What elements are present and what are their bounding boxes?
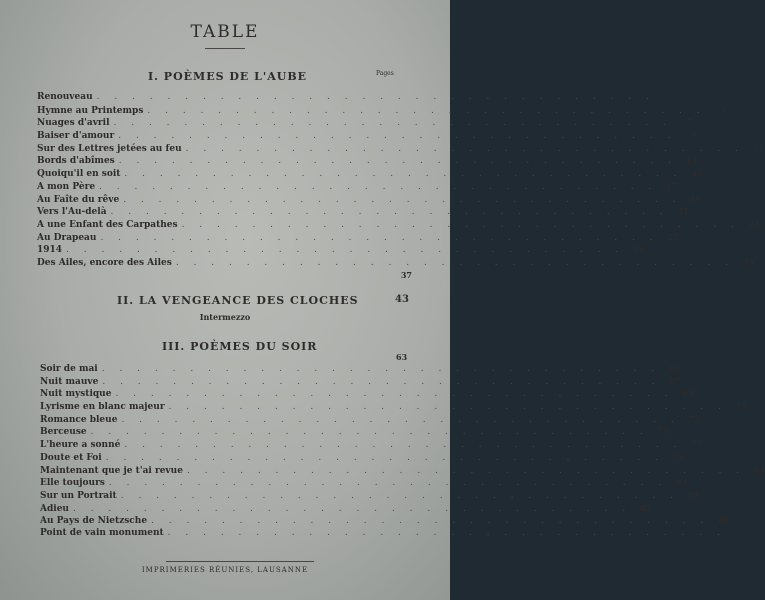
toc-entry-page: 29 <box>633 244 645 255</box>
toc-entry-title: Berceuse <box>40 427 87 438</box>
toc-entry-title: Nuit mauve <box>40 376 99 387</box>
toc-entry-title: Point de vain monument <box>40 527 164 538</box>
dot-leader: . . . . . . . . . . . . . . . . . . . . . . . . . . . . . . . . <box>123 194 682 205</box>
toc-entry <box>40 439 703 452</box>
toc-entry <box>40 401 747 414</box>
section-1-list <box>37 92 764 282</box>
toc-entry-title: Au Faîte du rêve <box>37 194 120 205</box>
toc-entry-page: 13 <box>685 155 697 166</box>
dot-leader: . . . . . . . . . . . . . . . . . . . . . . . . . . . . . . . . <box>102 376 661 387</box>
toc-entry-title: Sur un Portrait <box>40 490 117 501</box>
toc-entry-page: 11 <box>752 142 764 153</box>
toc-entry <box>40 502 652 516</box>
dot-leader: . . . . . . . . . . . . . . . . . . . . . . . . . . . . . . . . <box>175 257 735 268</box>
toc-entry-title: Nuit mystique <box>40 389 112 400</box>
dot-leader: . . . . . . . . . . . . . . . . . . . . . . . . . . . . . . . . <box>168 402 727 413</box>
dot-leader: . . . . . . . . . . . . . . . . . . . . . . . . . . . . . . . . <box>108 478 668 489</box>
dot-leader: . . . . . . . . . . . . . . . . . . . . . . . . . . . . . . . . <box>100 232 659 243</box>
toc-entry-title: Hymne au Printemps <box>37 105 144 116</box>
toc-entry <box>40 375 681 389</box>
toc-entry-page: 71 <box>735 401 747 412</box>
printer-imprint: IMPRIMERIES RÉUNIES, LAUSANNE <box>141 566 309 574</box>
toc-entry-page: 73 <box>688 413 700 424</box>
toc-entry <box>40 426 669 439</box>
dot-leader: . . . . . . . . . . . . . . . . . . . . . . . . . . . . . . . . <box>96 92 655 102</box>
page-title: TABLE <box>190 22 260 42</box>
toc-entry-page: 77 <box>691 439 703 450</box>
toc-entry-page: 35 <box>742 256 755 267</box>
toc-entry-page: 85 <box>687 489 699 500</box>
toc-entry-page: 75 <box>657 426 669 437</box>
toc-entry <box>37 104 726 118</box>
toc-entry <box>37 218 760 232</box>
section-3-list <box>40 363 765 541</box>
toc-entry-title: Sur des Lettres jetées au feu <box>37 143 182 154</box>
dot-leader: . . . . . . . . . . . . . . . . . . . . . . . . . . . . . . . . <box>105 452 664 463</box>
toc-entry <box>37 206 689 219</box>
toc-entry-page: 19 <box>690 193 702 204</box>
dot-leader: . . . . . . . . . . . . . . . . . . . . . . . . . . . . . . . . <box>120 490 679 501</box>
toc-entry-title: Elle toujours <box>40 478 105 489</box>
toc-entry <box>40 388 694 401</box>
toc-entry <box>40 527 726 541</box>
toc-entry-page: 69 <box>682 388 694 399</box>
dot-leader: . . . . . . . . . . . . . . . . . . . . . . . . . . . . . . . . <box>167 527 726 538</box>
toc-entry <box>40 515 730 528</box>
toc-entry-page: 87 <box>640 502 652 513</box>
toc-entry-title: Romance bleue <box>40 414 118 425</box>
section-3-heading: III. POÈMES DU SOIR <box>162 340 318 353</box>
toc-entry-page: 21 <box>677 206 689 217</box>
toc-entry-title: Vers l'Au-delà <box>37 207 107 218</box>
toc-entry <box>37 180 678 194</box>
footer-rule <box>166 561 314 562</box>
dot-leader: . . . . . . . . . . . . . . . . . . . . . . . . . . . . . . . . <box>124 440 683 451</box>
toc-entry <box>40 489 699 503</box>
dot-leader: . . . . . . . . . . . . . . . . . . . . . . . . . . . . . . . . <box>151 516 710 527</box>
toc-entry-title: Doute et Foi <box>40 452 102 463</box>
toc-entry-title: Adieu <box>40 503 69 514</box>
toc-entry <box>37 130 697 143</box>
dot-leader: . . . . . . . . . . . . . . . . . . . . . . . . . . . . . . . . <box>90 427 649 438</box>
dot-leader: . . . . . . . . . . . . . . . . . . . . . . . . . . . . . . . . <box>66 245 625 256</box>
toc-entry-page: 81 <box>754 464 765 475</box>
toc-entry <box>40 363 680 376</box>
dot-leader: . . . . . . . . . . . . . . . . . . . . . . . . . . . . . . . . <box>181 219 740 230</box>
toc-entry <box>37 231 679 245</box>
toc-entry-title: Des Ailes, encore des Ailes <box>37 257 172 268</box>
toc-entry-page: 15 <box>691 168 703 179</box>
toc-entry <box>37 168 703 181</box>
dot-leader: . . . . . . . . . . . . . . . . . . . . . . . . . . . . . . . . <box>115 389 674 400</box>
toc-entry-page: 25 <box>748 218 760 229</box>
toc-entry-page: 17 <box>666 180 678 191</box>
toc-trailing-page <box>37 270 412 283</box>
toc-entry-page: 9 <box>690 130 697 141</box>
section-2-subtitle: Intermezzo <box>199 312 251 322</box>
toc-entry <box>40 451 684 465</box>
toc-entry <box>37 142 764 156</box>
dot-leader: . . . . . . . . . . . . . . . . . . . . . . . . . . . . . . . . <box>186 465 746 476</box>
toc-entry <box>37 92 655 105</box>
dot-leader: . . . . . . . . . . . . . . . . . . . . . . . . . . . . . . . . <box>72 503 632 514</box>
toc-entry-title: 1914 <box>37 245 63 256</box>
section-1-heading: I. POÈMES DE L'AUBE <box>148 70 308 83</box>
toc-entry <box>37 244 645 257</box>
dot-leader: . . . . . . . . . . . . . . . . . . . . . . . . . . . . . . . . <box>147 105 706 116</box>
toc-entry <box>37 155 697 168</box>
section-2-heading: II. LA VENGEANCE DES CLOCHES <box>117 294 359 307</box>
dot-leader: . . . . . . . . . . . . . . . . . . . . . . . . . . . . . . . . <box>113 118 672 129</box>
toc-entry-title: Soir de mai <box>40 364 98 374</box>
toc-entry <box>37 256 755 270</box>
toc-entry-page: 83 <box>675 477 688 488</box>
toc-entry <box>37 117 692 130</box>
toc-entry-title: A mon Père <box>37 181 96 192</box>
section-2-page: 43 <box>395 294 409 305</box>
toc-entry-title: Renouveau <box>37 92 93 102</box>
toc-entry <box>37 193 702 207</box>
toc-entry-title: Bords d'abîmes <box>37 156 115 167</box>
dot-leader: . . . . . . . . . . . . . . . . . . . . . . . . . . . . . . . . <box>101 364 660 374</box>
dot-leader: . . . . . . . . . . . . . . . . . . . . . . . . . . . . . . . . <box>99 181 658 192</box>
dot-leader: . . . . . . . . . . . . . . . . . . . . . . . . . . . . . . . . <box>185 143 744 154</box>
title-rule <box>205 48 245 49</box>
toc-entry-page: 5 <box>720 104 726 115</box>
toc-entry <box>40 464 765 478</box>
toc-entry-title: Au Drapeau <box>37 232 97 243</box>
dot-leader: . . . . . . . . . . . . . . . . . . . . . . . . . . . . . . . . <box>118 131 677 142</box>
toc-entry-title: Au Pays de Nietzsche <box>40 516 148 527</box>
pages-column-label: Pages <box>376 70 394 77</box>
toc-entry-page: 89 <box>718 515 730 526</box>
toc-entry-title: Lyrisme en blanc majeur <box>40 402 165 413</box>
toc-entry <box>40 413 700 427</box>
dot-leader: . . . . . . . . . . . . . . . . . . . . . . . . . . . . . . . . <box>118 156 677 167</box>
toc-entry-page: 67 <box>669 375 681 386</box>
toc-entry-page: 65 <box>668 363 680 373</box>
toc-entry-page: 27 <box>667 231 679 242</box>
toc-entry-page: 79 <box>672 451 684 462</box>
toc-entry-page: 7 <box>686 117 692 128</box>
toc-entry-title: Baiser d'amour <box>37 131 115 142</box>
dot-leader: . . . . . . . . . . . . . . . . . . . . . . . . . . . . . . . . <box>124 169 683 180</box>
toc-entry-title: Maintenant que je t'ai revue <box>40 465 183 476</box>
toc-entry-title: Quoiqu'il en soit <box>37 169 121 180</box>
toc-entry-title: A une Enfant des Carpathes <box>37 219 178 230</box>
dot-leader: . . . . . . . . . . . . . . . . . . . . . . . . . . . . . . . . <box>110 207 669 218</box>
dot-leader: . . . . . . . . . . . . . . . . . . . . . . . . . . . . . . . . <box>121 414 680 425</box>
section-3-page: 63 <box>396 352 408 362</box>
toc-entry <box>40 477 688 490</box>
toc-entry-title: L'heure a sonné <box>40 440 121 451</box>
toc-entry-title: Nuages d'avril <box>37 118 110 129</box>
toc-entry-page: 37 <box>400 269 412 280</box>
